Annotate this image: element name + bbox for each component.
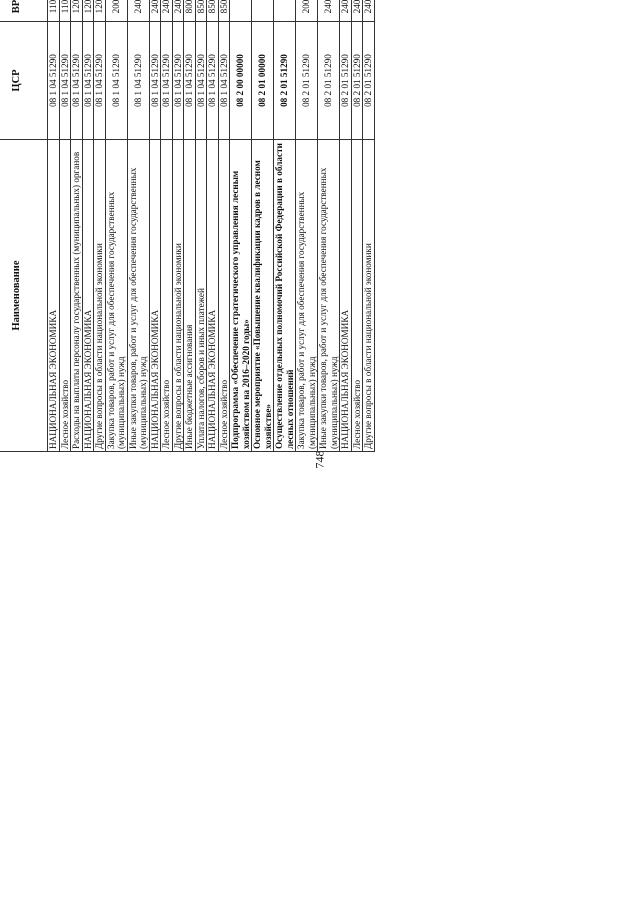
cell-csr: 08 2 01 00000 [252,22,274,140]
cell-vr: 200 [105,0,127,22]
cell-csr: 08 1 04 51290 [184,22,196,140]
cell-csr: 08 2 01 51290 [363,22,375,140]
cell-name: Закупка товаров, работ и услуг для обеспечения государственных (муниципальных) нужд [105,140,127,452]
header-name: Наименование [0,140,48,452]
cell-vr [252,0,274,22]
cell-vr: 120 [71,0,83,22]
cell-name: Основное мероприятие «Повышение квалификации кадров в лесном хозяйстве» [252,140,274,452]
header-csr: ЦСР [0,22,48,140]
cell-vr: 240 [161,0,173,22]
cell-csr: 08 1 04 51290 [59,22,71,140]
table-row [318,0,340,452]
cell-name: Закупка товаров, работ и услуг для обеспечения государственных (муниципальных) нужд [296,140,318,452]
table-row [252,0,274,452]
cell-csr: 08 1 04 51290 [105,22,127,140]
cell-csr: 08 1 04 51290 [94,22,106,140]
cell-vr: 120 [94,0,106,22]
cell-vr: 850 [218,0,230,22]
cell-vr: 850 [207,0,219,22]
cell-name: Лесное хозяйство [161,140,173,452]
table-row [195,0,207,452]
cell-vr: 240 [340,0,352,22]
cell-name: Другие вопросы в области национальной экономики [363,140,375,452]
cell-csr: 08 2 01 51290 [351,22,363,140]
cell-vr: 850 [195,0,207,22]
cell-vr: 110 [59,0,71,22]
cell-name: Лесное хозяйство [218,140,230,452]
cell-name: Другие вопросы в области национальной экономики [172,140,184,452]
page-number: 748 [312,450,327,469]
cell-name: Подпрограмма «Обеспечение стратегического управления лесным хозяйством на 2016–2020 годы» [230,140,252,452]
cell-vr: 240 [363,0,375,22]
cell-name: Иные бюджетные ассигнования [184,140,196,452]
cell-name: Лесное хозяйство [351,140,363,452]
cell-csr: 08 2 01 51290 [340,22,352,140]
cell-csr: 08 1 04 51290 [161,22,173,140]
cell-name: Другие вопросы в области национальной экономики [94,140,106,452]
table-row [48,0,60,452]
table-row [94,0,106,452]
cell-name: НАЦИОНАЛЬНАЯ ЭКОНОМИКА [340,140,352,452]
cell-vr: 240 [351,0,363,22]
table-row [340,0,352,452]
cell-vr: 800 [184,0,196,22]
cell-csr: 08 1 04 51290 [172,22,184,140]
cell-vr [274,0,296,22]
cell-vr: 240 [172,0,184,22]
table-row [172,0,184,452]
table-row [207,0,219,452]
cell-csr: 08 2 00 00000 [230,22,252,140]
cell-csr: 08 1 04 51290 [218,22,230,140]
cell-name: НАЦИОНАЛЬНАЯ ЭКОНОМИКА [48,140,60,452]
cell-csr: 08 1 04 51290 [127,22,149,140]
cell-csr: 08 1 04 51290 [149,22,161,140]
table-row [218,0,230,452]
cell-csr: 08 2 01 51290 [296,22,318,140]
budget-table [0,0,375,452]
cell-csr: 08 1 04 51290 [82,22,94,140]
cell-name: НАЦИОНАЛЬНАЯ ЭКОНОМИКА [82,140,94,452]
table-body [48,0,375,452]
table-row [149,0,161,452]
table-row [161,0,173,452]
cell-csr: 08 1 04 51290 [195,22,207,140]
table-row [274,0,296,452]
table-row [351,0,363,452]
cell-name: Уплата налогов, сборов и иных платежей [195,140,207,452]
table-row [230,0,252,452]
table-row [105,0,127,452]
cell-csr: 08 2 01 51290 [274,22,296,140]
table-row [363,0,375,452]
cell-vr: 240 [318,0,340,22]
cell-vr: 240 [127,0,149,22]
cell-name: НАЦИОНАЛЬНАЯ ЭКОНОМИКА [207,140,219,452]
table-row [82,0,94,452]
cell-csr: 08 1 04 51290 [71,22,83,140]
cell-name: НАЦИОНАЛЬНАЯ ЭКОНОМИКА [149,140,161,452]
cell-csr: 08 1 04 51290 [48,22,60,140]
cell-vr: 200 [296,0,318,22]
table-row [296,0,318,452]
cell-csr: 08 2 01 51290 [318,22,340,140]
cell-name: Осуществление отдельных полномочий Российской Федерации в области лесных отношений [274,140,296,452]
cell-vr: 110 [48,0,60,22]
table-row [71,0,83,452]
cell-csr: 08 1 04 51290 [207,22,219,140]
table-row [184,0,196,452]
cell-name: Расходы на выплаты персоналу государственных (муниципальных) органов [71,140,83,452]
table-row [127,0,149,452]
cell-name: Лесное хозяйство [59,140,71,452]
table-header-row [0,0,48,452]
rotated-table-wrapper [0,0,375,452]
cell-name: Иные закупки товаров, работ и услуг для обеспечения государственных (муниципальных) нужд [318,140,340,452]
cell-vr [230,0,252,22]
table-row [59,0,71,452]
header-vr: ВР [0,0,48,22]
cell-vr: 120 [82,0,94,22]
cell-name: Иные закупки товаров, работ и услуг для обеспечения государственных (муниципальных) нужд [127,140,149,452]
cell-vr: 240 [149,0,161,22]
